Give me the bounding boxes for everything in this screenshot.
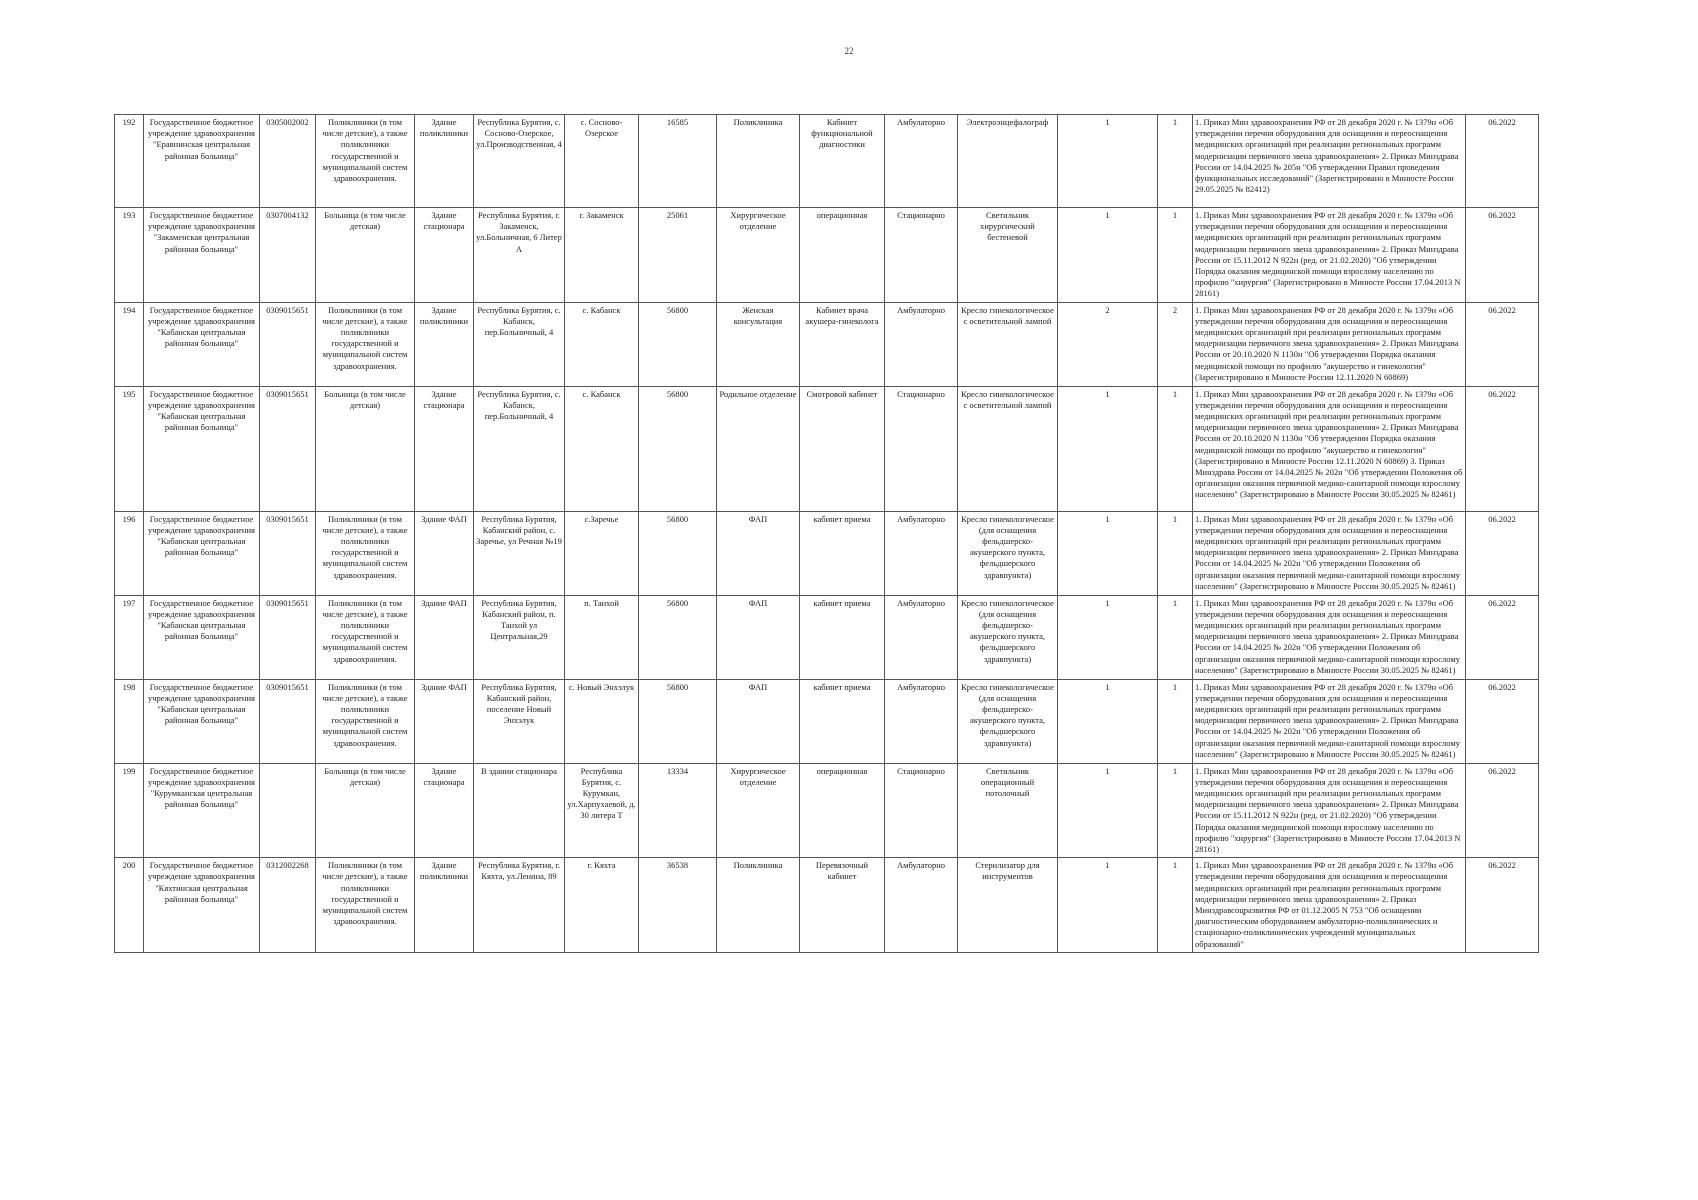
- quantity-planned-cell: 1: [1058, 208, 1158, 303]
- equipment-name-cell: Кресло гинекологическое с осветительной лампой: [958, 386, 1058, 511]
- row-number-cell: 198: [115, 679, 144, 763]
- population-cell: 36538: [639, 858, 717, 953]
- organization-name-cell: Государственное бюджетное учреждение здравоохранения "Кабанская центральная районная больница": [144, 386, 260, 511]
- population-cell: 56800: [639, 386, 717, 511]
- organization-code-cell: 0307004132: [260, 208, 316, 303]
- quantity-total-cell: 1: [1158, 858, 1193, 953]
- facility-type-cell: Поликлиники (в том числе детские), а также поликлиники государственной и муниципальной систем здравоохранения.: [316, 115, 415, 208]
- address-cell: Республика Бурятия, с. Кабанск, пер.Больничный, 4: [474, 302, 565, 386]
- delivery-date-cell: 06.2022: [1466, 208, 1539, 303]
- cabinet-cell: Кабинет функциональной диагностики: [800, 115, 885, 208]
- page-number: 22: [844, 46, 854, 56]
- settlement-cell: с. Сосново-Озерское: [565, 115, 639, 208]
- equipment-name-cell: Стерилизатор для инструментов: [958, 858, 1058, 953]
- table-row: [115, 511, 1539, 595]
- table-row: [115, 679, 1539, 763]
- settlement-cell: с. Новый Энхэлук: [565, 679, 639, 763]
- care-form-cell: Амбулаторно: [885, 511, 958, 595]
- organization-name-cell: Государственное бюджетное учреждение здравоохранения "Кяхтинская центральная районная больница": [144, 858, 260, 953]
- organization-code-cell: [260, 763, 316, 858]
- quantity-total-cell: 1: [1158, 763, 1193, 858]
- table-row: [115, 208, 1539, 303]
- cabinet-cell: Смотровой кабинет: [800, 386, 885, 511]
- equipment-name-cell: Кресло гинекологическое (для оснащения фельдшерско-акушерского пункта, фельдшерского здравпункта): [958, 595, 1058, 679]
- organization-code-cell: 0309015651: [260, 302, 316, 386]
- address-cell: Республика Бурятия, г. Кяхта, ул.Ленина, 89: [474, 858, 565, 953]
- building-type-cell: Здание стационара: [415, 763, 474, 858]
- organization-name-cell: Государственное бюджетное учреждение здравоохранения "Кабанская центральная районная больница": [144, 302, 260, 386]
- department-cell: ФАП: [717, 679, 800, 763]
- building-type-cell: Здание ФАП: [415, 595, 474, 679]
- settlement-cell: с. Кабанск: [565, 302, 639, 386]
- legal-basis-cell: 1. Приказ Мин здравоохранения РФ от 28 декабря 2020 г. № 1379н «Об утверждении перечня оборудования для оснащения и переоснащения медицинских организаций при реализации региональных программ модернизации первичного звена здравоохранения» 2. Приказ Минздрава России от 14.04.2025 № 202н "Об утверждении Положения об организации оказания первичной медико-санитарной помощи взрослому населению" (Зарегистрировано в Минюсте России 30.05.2025 № 82461): [1193, 679, 1466, 763]
- facility-type-cell: Поликлиники (в том числе детские), а также поликлиники государственной и муниципальной систем здравоохранения.: [316, 302, 415, 386]
- delivery-date-cell: 06.2022: [1466, 115, 1539, 208]
- table-row: [115, 115, 1539, 208]
- population-cell: 25061: [639, 208, 717, 303]
- quantity-planned-cell: 2: [1058, 302, 1158, 386]
- row-number-cell: 199: [115, 763, 144, 858]
- legal-basis-cell: 1. Приказ Мин здравоохранения РФ от 28 декабря 2020 г. № 1379н «Об утверждении перечня оборудования для оснащения и переоснащения медицинских организаций при реализации региональных программ модернизации первичного звена здравоохранения» 2. Приказ Минздрава России от 15.11.2012 N 922н (ред. от 21.02.2020) "Об утверждении Порядка оказания медицинской помощи взрослому населению по профилю "хирургия" (Зарегистрировано в Минюсте России 17.04.2013 N 28161): [1193, 208, 1466, 303]
- row-number-cell: 194: [115, 302, 144, 386]
- facility-type-cell: Поликлиники (в том числе детские), а также поликлиники государственной и муниципальной систем здравоохранения.: [316, 858, 415, 953]
- building-type-cell: Здание стационара: [415, 208, 474, 303]
- building-type-cell: Здание ФАП: [415, 511, 474, 595]
- address-cell: Республика Бурятия, г. Закаменск, ул.Больничная, 6 Литер А: [474, 208, 565, 303]
- address-cell: Республика Бурятия, Кабанский район, поселение Новый Энхэлук: [474, 679, 565, 763]
- organization-code-cell: 0309015651: [260, 386, 316, 511]
- quantity-total-cell: 1: [1158, 511, 1193, 595]
- department-cell: Хирургическое отделение: [717, 208, 800, 303]
- population-cell: 13334: [639, 763, 717, 858]
- row-number-cell: 195: [115, 386, 144, 511]
- quantity-total-cell: 1: [1158, 386, 1193, 511]
- equipment-name-cell: Светильник операционный потолочный: [958, 763, 1058, 858]
- registry-body: [115, 115, 1539, 953]
- population-cell: 16585: [639, 115, 717, 208]
- department-cell: Родильное отделение: [717, 386, 800, 511]
- address-cell: В здании стационара: [474, 763, 565, 858]
- row-number-cell: 200: [115, 858, 144, 953]
- table-row: [115, 386, 1539, 511]
- quantity-total-cell: 2: [1158, 302, 1193, 386]
- legal-basis-cell: 1. Приказ Мин здравоохранения РФ от 28 декабря 2020 г. № 1379н «Об утверждении перечня оборудования для оснащения и переоснащения медицинских организаций при реализации региональных программ модернизации первичного звена здравоохранения» 2. Приказ Минздрава России от 14.04.2025 № 202н "Об утверждении Положения об организации оказания первичной медико-санитарной помощи взрослому населению" (Зарегистрировано в Минюсте России 30.05.2025 № 82461): [1193, 511, 1466, 595]
- delivery-date-cell: 06.2022: [1466, 511, 1539, 595]
- quantity-planned-cell: 1: [1058, 595, 1158, 679]
- care-form-cell: Амбулаторно: [885, 679, 958, 763]
- legal-basis-cell: 1. Приказ Мин здравоохранения РФ от 28 декабря 2020 г. № 1379н «Об утверждении перечня оборудования для оснащения и переоснащения медицинских организаций при реализации региональных программ модернизации первичного звена здравоохранения» 2. Приказ Минздрава России от 20.10.2020 N 1130н "Об утверждении Порядка оказания медицинской помощи по профилю "акушерство и гинекология" (Зарегистрировано в Минюсте России 12.11.2020 N 60869): [1193, 302, 1466, 386]
- row-number-cell: 193: [115, 208, 144, 303]
- care-form-cell: Амбулаторно: [885, 115, 958, 208]
- population-cell: 56800: [639, 595, 717, 679]
- delivery-date-cell: 06.2022: [1466, 302, 1539, 386]
- delivery-date-cell: 06.2022: [1466, 595, 1539, 679]
- building-type-cell: Здание поликлиники: [415, 858, 474, 953]
- quantity-planned-cell: 1: [1058, 763, 1158, 858]
- care-form-cell: Амбулаторно: [885, 858, 958, 953]
- delivery-date-cell: 06.2022: [1466, 858, 1539, 953]
- legal-basis-cell: 1. Приказ Мин здравоохранения РФ от 28 декабря 2020 г. № 1379н «Об утверждении перечня оборудования для оснащения и переоснащения медицинских организаций при реализации региональных программ модернизации первичного звена здравоохранения» 2. Приказ Минздрава России от 14.04.2025 № 205н "Об утверждении Правил проведения функциональных исследований" (Зарегистрировано в Минюсте России 29.05.2025 № 82412): [1193, 115, 1466, 208]
- settlement-cell: п. Танхой: [565, 595, 639, 679]
- organization-name-cell: Государственное бюджетное учреждение здравоохранения "Еравнинская центральная районная больница": [144, 115, 260, 208]
- population-cell: 56800: [639, 302, 717, 386]
- department-cell: Поликлиника: [717, 115, 800, 208]
- quantity-planned-cell: 1: [1058, 511, 1158, 595]
- building-type-cell: Здание ФАП: [415, 679, 474, 763]
- equipment-name-cell: Электроэнцефалограф: [958, 115, 1058, 208]
- table-row: [115, 595, 1539, 679]
- legal-basis-cell: 1. Приказ Мин здравоохранения РФ от 28 декабря 2020 г. № 1379н «Об утверждении перечня оборудования для оснащения и переоснащения медицинских организаций при реализации региональных программ модернизации первичного звена здравоохранения» 2. Приказ Минздрава России от 20.10.2020 N 1130н "Об утверждении Порядка оказания медицинской помощи по профилю "акушерство и гинекология" (Зарегистрировано в Минюсте России 12.11.2020 N 60869) 3. Приказ Минздрава России от 14.04.2025 № 202н "Об утверждении Положения об организации оказания первичной медико-санитарной помощи взрослому населению" (Зарегистрировано в Минюсте России 30.05.2025 № 82461): [1193, 386, 1466, 511]
- organization-code-cell: 0309015651: [260, 511, 316, 595]
- equipment-name-cell: Кресло гинекологическое (для оснащения фельдшерско-акушерского пункта, фельдшерского здравпункта): [958, 679, 1058, 763]
- legal-basis-cell: 1. Приказ Мин здравоохранения РФ от 28 декабря 2020 г. № 1379н «Об утверждении перечня оборудования для оснащения и переоснащения медицинских организаций при реализации региональных программ модернизации первичного звена здравоохранения» 2. Приказ Минздрава России от 15.11.2012 N 922н (ред. от 21.02.2020) "Об утверждении Порядка оказания медицинской помощи взрослому населению по профилю "хирургия" (Зарегистрировано в Минюсте России 17.04.2013 N 28161): [1193, 763, 1466, 858]
- table-row: [115, 302, 1539, 386]
- department-cell: Женская консультация: [717, 302, 800, 386]
- address-cell: Республика Бурятия, с. Сосново-Озерское, ул.Производственная, 4: [474, 115, 565, 208]
- population-cell: 56800: [639, 511, 717, 595]
- organization-name-cell: Государственное бюджетное учреждение здравоохранения "Закаменская центральная районная больница": [144, 208, 260, 303]
- facility-type-cell: Поликлиники (в том числе детские), а также поликлиники государственной и муниципальной систем здравоохранения.: [316, 511, 415, 595]
- building-type-cell: Здание поликлиники: [415, 302, 474, 386]
- address-cell: Республика Бурятия, Кабанский район, с. Заречье, ул Речная №19: [474, 511, 565, 595]
- cabinet-cell: Кабинет врача акушера-гинеколога: [800, 302, 885, 386]
- care-form-cell: Стационарно: [885, 763, 958, 858]
- equipment-name-cell: Кресло гинекологическое (для оснащения фельдшерско-акушерского пункта, фельдшерского здравпункта): [958, 511, 1058, 595]
- delivery-date-cell: 06.2022: [1466, 763, 1539, 858]
- legal-basis-cell: 1. Приказ Мин здравоохранения РФ от 28 декабря 2020 г. № 1379н «Об утверждении перечня оборудования для оснащения и переоснащения медицинских организаций при реализации региональных программ модернизации первичного звена здравоохранения» 2. Приказ Минздравсоцразвития РФ от 01.12.2005 N 753 "Об оснащении диагностическим оборудованием амбулаторно-поликлинических и стационарно-поликлинических учреждений муниципальных образований": [1193, 858, 1466, 953]
- cabinet-cell: Перевязочный кабинет: [800, 858, 885, 953]
- department-cell: ФАП: [717, 511, 800, 595]
- table-row: [115, 763, 1539, 858]
- quantity-total-cell: 1: [1158, 679, 1193, 763]
- delivery-date-cell: 06.2022: [1466, 679, 1539, 763]
- cabinet-cell: кабинет приема: [800, 679, 885, 763]
- settlement-cell: с.Заречье: [565, 511, 639, 595]
- facility-type-cell: Больница (в том числе детская): [316, 763, 415, 858]
- quantity-planned-cell: 1: [1058, 679, 1158, 763]
- organization-name-cell: Государственное бюджетное учреждение здравоохранения "Кабанская центральная районная больница": [144, 595, 260, 679]
- care-form-cell: Амбулаторно: [885, 302, 958, 386]
- cabinet-cell: операционная: [800, 208, 885, 303]
- building-type-cell: Здание поликлиники: [415, 115, 474, 208]
- equipment-registry-table: [114, 114, 1539, 953]
- care-form-cell: Стационарно: [885, 386, 958, 511]
- quantity-total-cell: 1: [1158, 595, 1193, 679]
- equipment-name-cell: Кресло гинекологическое с осветительной лампой: [958, 302, 1058, 386]
- row-number-cell: 196: [115, 511, 144, 595]
- equipment-name-cell: Светильник хирургический бестеневой: [958, 208, 1058, 303]
- care-form-cell: Стационарно: [885, 208, 958, 303]
- address-cell: Республика Бурятия, с. Кабанск, пер.Больничный, 4: [474, 386, 565, 511]
- settlement-cell: г. Кяхта: [565, 858, 639, 953]
- organization-code-cell: 0312002268: [260, 858, 316, 953]
- cabinet-cell: операционная: [800, 763, 885, 858]
- quantity-planned-cell: 1: [1058, 386, 1158, 511]
- quantity-total-cell: 1: [1158, 115, 1193, 208]
- department-cell: Поликлиника: [717, 858, 800, 953]
- quantity-planned-cell: 1: [1058, 115, 1158, 208]
- population-cell: 56800: [639, 679, 717, 763]
- address-cell: Республика Бурятия, Кабанский район, п. Танхой ул Центральная,29: [474, 595, 565, 679]
- table-row: [115, 858, 1539, 953]
- care-form-cell: Амбулаторно: [885, 595, 958, 679]
- facility-type-cell: Больница (в том числе детская): [316, 208, 415, 303]
- facility-type-cell: Больница (в том числе детская): [316, 386, 415, 511]
- organization-name-cell: Государственное бюджетное учреждение здравоохранения "Курумканская центральная районная больница": [144, 763, 260, 858]
- department-cell: ФАП: [717, 595, 800, 679]
- organization-code-cell: 0305002002: [260, 115, 316, 208]
- building-type-cell: Здание стационара: [415, 386, 474, 511]
- facility-type-cell: Поликлиники (в том числе детские), а также поликлиники государственной и муниципальной систем здравоохранения.: [316, 595, 415, 679]
- department-cell: Хирургическое отделение: [717, 763, 800, 858]
- organization-name-cell: Государственное бюджетное учреждение здравоохранения "Кабанская центральная районная больница": [144, 679, 260, 763]
- quantity-total-cell: 1: [1158, 208, 1193, 303]
- row-number-cell: 197: [115, 595, 144, 679]
- cabinet-cell: кабинет приема: [800, 511, 885, 595]
- facility-type-cell: Поликлиники (в том числе детские), а также поликлиники государственной и муниципальной систем здравоохранения.: [316, 679, 415, 763]
- legal-basis-cell: 1. Приказ Мин здравоохранения РФ от 28 декабря 2020 г. № 1379н «Об утверждении перечня оборудования для оснащения и переоснащения медицинских организаций при реализации региональных программ модернизации первичного звена здравоохранения» 2. Приказ Минздрава России от 14.04.2025 № 202н "Об утверждении Положения об организации оказания первичной медико-санитарной помощи взрослому населению" (Зарегистрировано в Минюсте России 30.05.2025 № 82461): [1193, 595, 1466, 679]
- settlement-cell: с. Кабанск: [565, 386, 639, 511]
- cabinet-cell: кабинет приема: [800, 595, 885, 679]
- organization-code-cell: 0309015651: [260, 595, 316, 679]
- delivery-date-cell: 06.2022: [1466, 386, 1539, 511]
- quantity-planned-cell: 1: [1058, 858, 1158, 953]
- organization-code-cell: 0309015651: [260, 679, 316, 763]
- settlement-cell: г. Закаменск: [565, 208, 639, 303]
- settlement-cell: Республика Бурятия, с. Курумкан, ул.Харпухаевой, д. 30 литера Т: [565, 763, 639, 858]
- row-number-cell: 192: [115, 115, 144, 208]
- organization-name-cell: Государственное бюджетное учреждение здравоохранения "Кабанская центральная районная больница": [144, 511, 260, 595]
